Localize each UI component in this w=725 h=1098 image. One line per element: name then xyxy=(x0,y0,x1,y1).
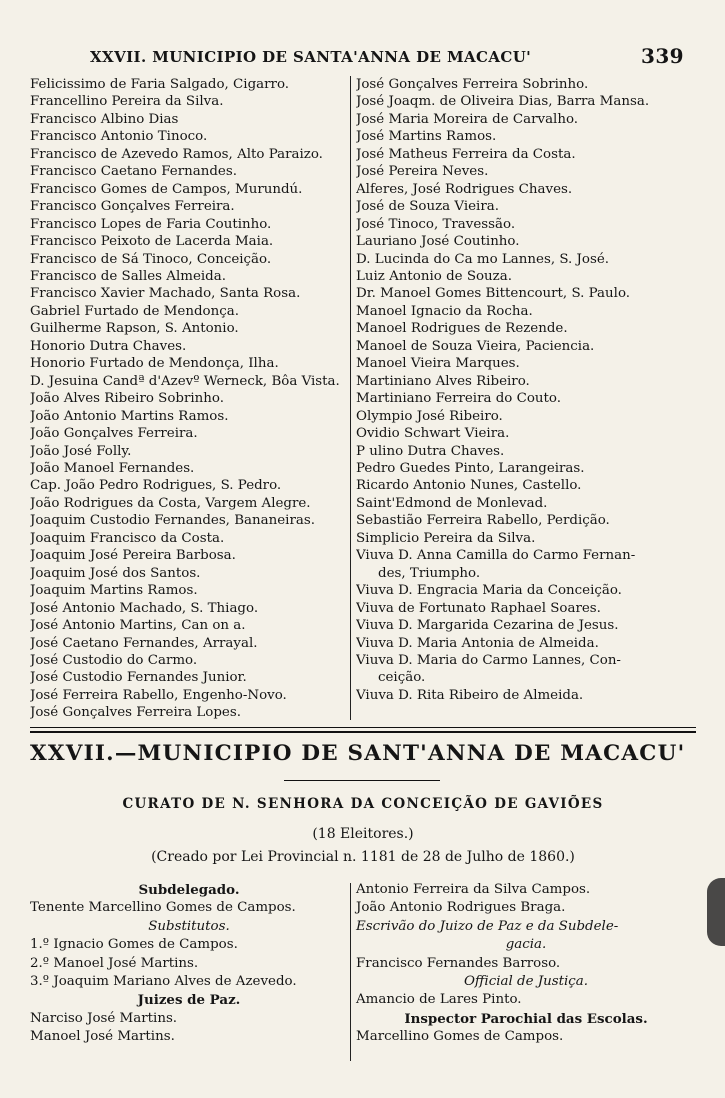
escrivao-name: Francisco Fernandes Barroso. xyxy=(356,955,561,971)
name-entry: Joaquim José dos Santos. xyxy=(30,565,201,581)
name-entry: Manoel de Souza Vieira, Paciencia. xyxy=(356,338,595,354)
name-entry: Francisco Peixoto de Lacerda Maia. xyxy=(30,234,274,250)
name-entry: D. Jesuina Candª d'Azevº Werneck, Bôa Vista. xyxy=(30,373,340,389)
name-entry: José Custodio Fernandes Junior. xyxy=(30,670,247,686)
name-entry: José Ferreira Rabello, Engenho-Novo. xyxy=(30,687,287,703)
escrivao-heading-cont: gacia. xyxy=(505,937,547,953)
name-entry: José Pereira Neves. xyxy=(356,164,489,180)
name-entry: Gabriel Furtado de Mendonça. xyxy=(30,303,239,319)
name-entry: João Antonio Martins Ramos. xyxy=(30,408,229,424)
name-entry: Viuva D. Maria do Carmo Lannes, Con- xyxy=(356,652,621,668)
name-entry: Francisco Gomes de Campos, Murundú. xyxy=(30,181,303,197)
name-entry: Francellino Pereira da Silva. xyxy=(30,94,224,110)
column-divider-bottom xyxy=(350,883,351,1061)
official-heading: Official de Justiça. xyxy=(463,974,589,990)
juizes-heading: Juizes de Paz. xyxy=(137,992,241,1009)
name-entry: João Gonçalves Ferreira. xyxy=(30,426,198,442)
name-entry: Cap. João Pedro Rodrigues, S. Pedro. xyxy=(30,478,282,494)
name-entry: Sebastião Ferreira Rabello, Perdição. xyxy=(356,513,610,529)
name-entry: des, Triumpho. xyxy=(378,565,481,581)
section-short-rule xyxy=(284,780,440,781)
name-entry: Joaquim Custodio Fernandes, Bananeiras. xyxy=(30,513,315,529)
name-entry: João Alves Ribeiro Sobrinho. xyxy=(30,391,224,407)
name-entry: José Matheus Ferreira da Costa. xyxy=(356,146,576,162)
name-entry: Martiniano Alves Ribeiro. xyxy=(356,373,530,389)
section-rule-thin xyxy=(30,727,696,728)
name-entry: Manoel Ignacio da Rocha. xyxy=(356,303,533,319)
name-entry: José Martins Ramos. xyxy=(356,129,497,145)
header-title: XXVII. MUNICIPIO DE SANTA'ANNA DE MACACU' xyxy=(90,48,532,66)
name-entry: Francisco Gonçalves Ferreira. xyxy=(30,199,235,215)
name-entry: Francisco Albino Dias xyxy=(30,111,179,127)
name-entry: Manoel Rodrigues de Rezende. xyxy=(356,321,568,337)
juiz-item: Antonio Ferreira da Silva Campos. xyxy=(356,882,591,897)
name-entry: Joaquim José Pereira Barbosa. xyxy=(30,548,236,564)
name-entry: Joaquim Martins Ramos. xyxy=(30,583,198,599)
name-entry: Olympio José Ribeiro. xyxy=(356,408,503,424)
name-entry: José de Souza Vieira. xyxy=(356,199,499,215)
name-entry: Ovidio Schwart Vieira. xyxy=(356,426,510,442)
subdelegado-heading: Subdelegado. xyxy=(138,882,240,898)
name-entry: José Gonçalves Ferreira Sobrinho. xyxy=(356,77,589,92)
left-name-column xyxy=(30,76,348,722)
creation-law: (Creado por Lei Provincial n. 1181 de 28 de Julho de 1860.) xyxy=(151,849,575,865)
name-entry: Viuva D. Maria Antonia de Almeida. xyxy=(356,635,599,651)
substituto-item: 3.º Joaquim Mariano Alves de Azevedo. xyxy=(30,974,297,990)
escrivao-heading: Escrivão do Juizo de Paz e da Subdele- xyxy=(356,918,619,934)
name-entry: João Manoel Fernandes. xyxy=(30,460,195,476)
running-header xyxy=(84,46,684,72)
name-entry: José Maria Moreira de Carvalho. xyxy=(356,111,579,127)
name-entry: Francisco Lopes de Faria Coutinho. xyxy=(30,216,272,232)
name-entry: Martiniano Ferreira do Couto. xyxy=(356,391,562,407)
name-entry: Manoel Vieira Marques. xyxy=(356,356,520,372)
name-entry: Viuva D. Margarida Cezarina de Jesus. xyxy=(356,618,619,634)
name-entry: Honorio Furtado de Mendonça, Ilha. xyxy=(30,356,279,372)
name-entry: João José Folly. xyxy=(30,443,132,459)
name-entry: José Tinoco, Travessão. xyxy=(356,216,516,232)
name-entry: Joaquim Francisco da Costa. xyxy=(30,530,225,546)
name-entry: Francisco Caetano Fernandes. xyxy=(30,164,237,180)
name-entry: Francisco de Sá Tinoco, Conceição. xyxy=(30,251,272,267)
official-name: Amancio de Lares Pinto. xyxy=(356,992,522,1008)
name-entry: Alferes, José Rodrigues Chaves. xyxy=(356,181,573,197)
name-entry: ceição. xyxy=(378,670,426,686)
subdelegado-name: Tenente Marcellino Gomes de Campos. xyxy=(30,900,296,916)
name-entry: Luiz Antonio de Souza. xyxy=(356,268,512,284)
substituto-item: 1.º Ignacio Gomes de Campos. xyxy=(30,937,238,953)
eleitores-count: (18 Eleitores.) xyxy=(312,826,414,842)
officials-left-column xyxy=(30,881,348,1047)
name-entry: Simplicio Pereira da Silva. xyxy=(356,530,536,546)
name-entry: José Antonio Machado, S. Thiago. xyxy=(30,600,259,616)
right-name-column xyxy=(356,76,696,704)
name-entry: João Rodrigues da Costa, Vargem Alegre. xyxy=(30,495,311,511)
name-entry: Saint'Edmond de Monlevad. xyxy=(356,495,548,511)
library-stamp-mark xyxy=(707,878,725,946)
name-entry: José Joaqm. de Oliveira Dias, Barra Mansa. xyxy=(356,94,650,110)
name-entry: José Custodio do Carmo. xyxy=(30,652,198,668)
section-rule-thick xyxy=(30,731,696,733)
substituto-item: 2.º Manoel José Martins. xyxy=(30,955,199,971)
officials-right-column xyxy=(356,881,696,1047)
name-entry: Lauriano José Coutinho. xyxy=(356,234,520,250)
name-entry: Viuva D. Anna Camilla do Carmo Fernan- xyxy=(356,548,636,564)
name-entry: José Antonio Martins, Can on a. xyxy=(30,618,246,634)
substitutos-heading: Substitutos. xyxy=(148,918,230,934)
name-entry: Viuva de Fortunato Raphael Soares. xyxy=(356,600,601,616)
juiz-item: Narciso José Martins. xyxy=(30,1010,178,1026)
inspector-heading: Inspector Parochial das Escolas. xyxy=(404,1010,648,1027)
name-entry: Francisco de Salles Almeida. xyxy=(30,268,226,284)
name-entry: Felicissimo de Faria Salgado, Cigarro. xyxy=(30,77,290,92)
name-entry: Pedro Guedes Pinto, Larangeiras. xyxy=(356,460,585,476)
inspector-name: Marcellino Gomes de Campos. xyxy=(356,1029,564,1045)
juiz-item: João Antonio Rodrigues Braga. xyxy=(356,900,566,916)
name-entry: Viuva D. Engracia Maria da Conceição. xyxy=(356,583,622,599)
name-entry: Ricardo Antonio Nunes, Castello. xyxy=(356,478,582,494)
name-entry: José Gonçalves Ferreira Lopes. xyxy=(30,705,241,721)
name-entry: Francisco de Azevedo Ramos, Alto Paraizo. xyxy=(30,146,323,162)
name-entry: Guilherme Rapson, S. Antonio. xyxy=(30,321,239,337)
name-entry: Viuva D. Rita Ribeiro de Almeida. xyxy=(356,687,584,703)
name-entry: José Caetano Fernandes, Arrayal. xyxy=(30,635,258,651)
name-entry: Honorio Dutra Chaves. xyxy=(30,338,187,354)
page-number: 339 xyxy=(641,44,684,68)
juiz-item: Manoel José Martins. xyxy=(30,1029,175,1045)
column-divider-top xyxy=(350,76,351,720)
curato-heading: CURATO DE N. SENHORA DA CONCEIÇÃO DE GAVIÕES xyxy=(122,796,604,812)
name-entry: Dr. Manoel Gomes Bittencourt, S. Paulo. xyxy=(356,286,631,302)
name-entry: Francisco Xavier Machado, Santa Rosa. xyxy=(30,286,301,302)
section-title: XXVII.—MUNICIPIO DE SANT'ANNA DE MACACU' xyxy=(30,741,686,766)
name-entry: Francisco Antonio Tinoco. xyxy=(30,129,208,145)
name-entry: D. Lucinda do Ca mo Lannes, S. José. xyxy=(356,251,610,267)
name-entry: P ulino Dutra Chaves. xyxy=(356,443,505,459)
